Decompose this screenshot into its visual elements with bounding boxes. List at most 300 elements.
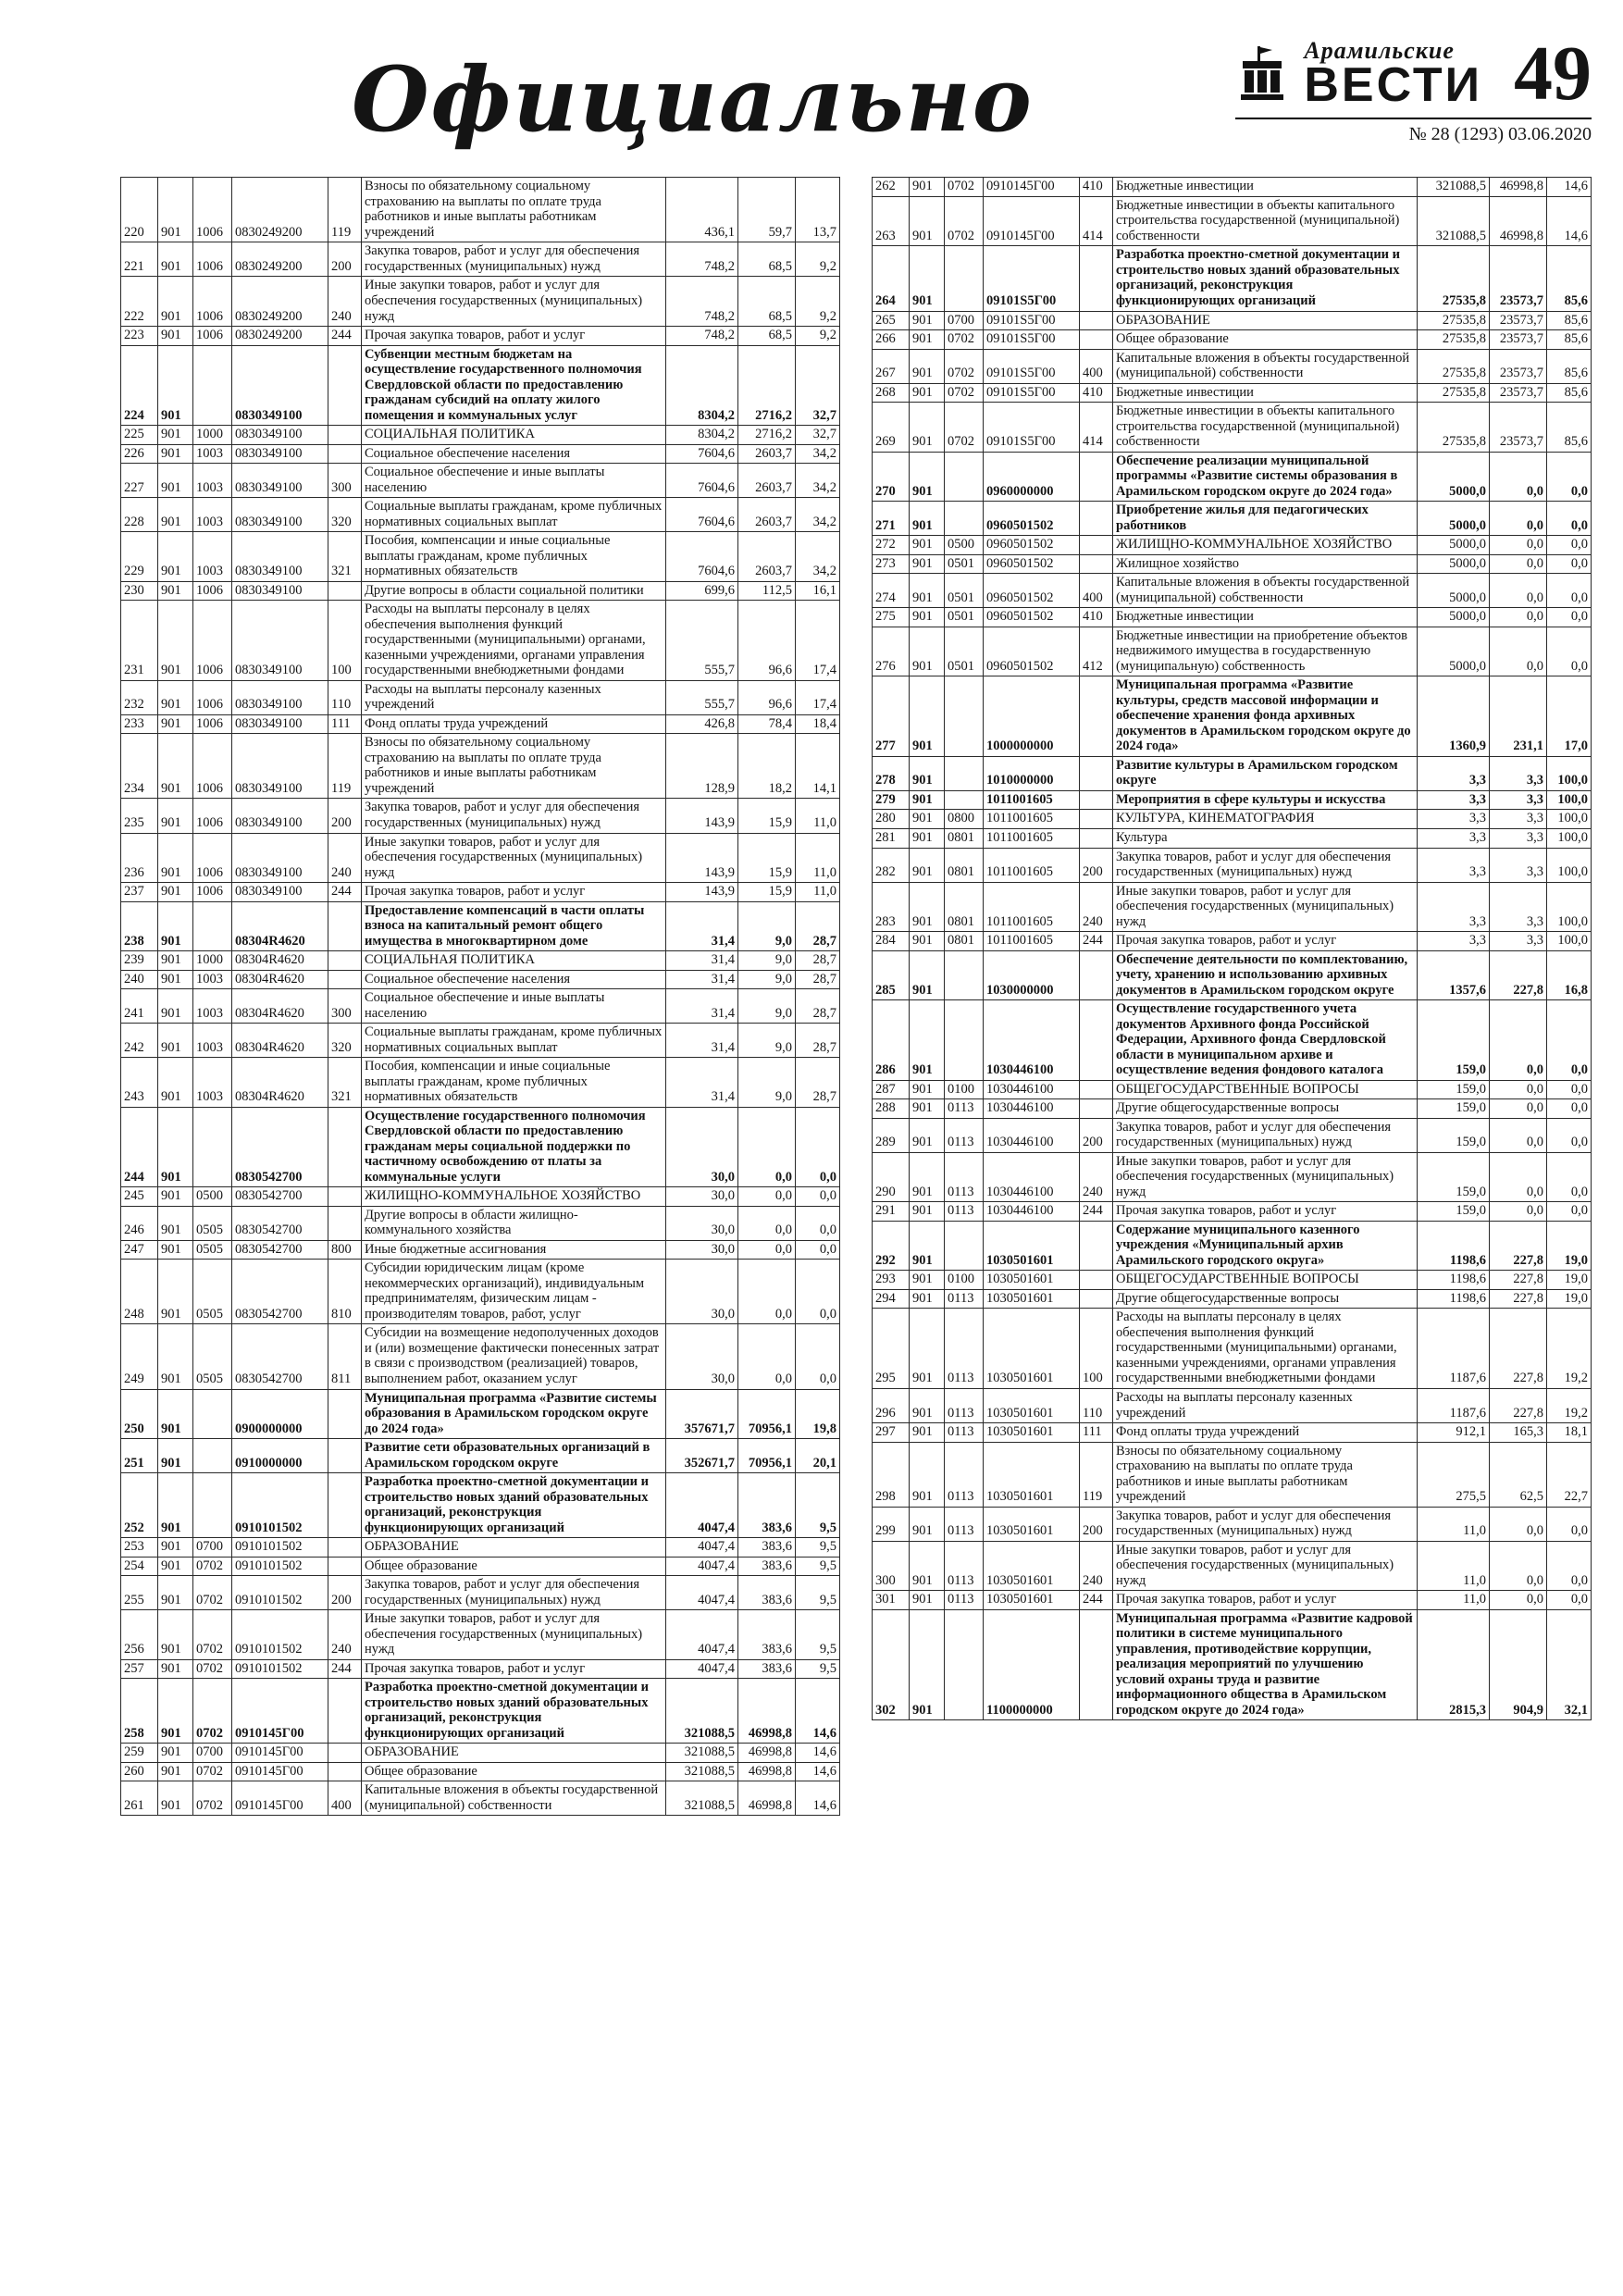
cell-executed-value: 383,6 (738, 1557, 796, 1576)
cell-executed-value: 0,0 (1490, 452, 1547, 502)
cell-section-code: 0801 (945, 848, 984, 882)
cell-section-code: 0801 (945, 932, 984, 951)
cell-executed-value: 46998,8 (738, 1762, 796, 1781)
cell-grbs-code: 901 (158, 327, 193, 346)
cell-plan-value: 27535,8 (1418, 311, 1490, 330)
cell-grbs-code: 901 (910, 349, 945, 383)
cell-row-number: 275 (873, 608, 910, 627)
cell-plan-value: 3,3 (1418, 810, 1490, 829)
brand-block (1235, 31, 1592, 145)
cell-target-article: 0910145Г00 (984, 196, 1080, 246)
cell-row-number: 235 (121, 799, 158, 833)
cell-expense-name: Социальное обеспечение и иные выплаты населению (362, 989, 666, 1024)
cell-section-code: 0505 (193, 1240, 232, 1260)
cell-expense-name: Иные закупки товаров, работ и услуг для обеспечения государственных (муниципальных) нужд (362, 277, 666, 327)
cell-expense-type (1080, 1221, 1113, 1271)
cell-expense-name: Общее образование (362, 1762, 666, 1781)
cell-row-number: 255 (121, 1576, 158, 1610)
cell-row-number: 286 (873, 1000, 910, 1081)
cell-executed-value: 46998,8 (738, 1679, 796, 1744)
cell-row-number: 238 (121, 901, 158, 951)
table-row (121, 1058, 840, 1108)
cell-section-code: 0505 (193, 1206, 232, 1240)
table-row (121, 833, 840, 883)
table-row (873, 810, 1592, 829)
cell-section-code (945, 756, 984, 790)
table-row (873, 246, 1592, 311)
cell-target-article: 1030501601 (984, 1389, 1080, 1423)
cell-executed-value: 383,6 (738, 1538, 796, 1558)
cell-target-article: 0830349100 (232, 680, 328, 714)
cell-section-code: 1003 (193, 1058, 232, 1108)
cell-percent-value: 0,0 (1547, 1099, 1592, 1119)
cell-section-code: 0113 (945, 1442, 984, 1507)
cell-expense-name: Капитальные вложения в объекты государственной (муниципальной) собственности (362, 1781, 666, 1816)
cell-expense-type (1080, 676, 1113, 757)
cell-executed-value: 165,3 (1490, 1423, 1547, 1443)
cell-section-code: 1006 (193, 680, 232, 714)
table-row (121, 1439, 840, 1473)
cell-grbs-code: 901 (158, 734, 193, 799)
table-row (873, 1609, 1592, 1720)
cell-expense-type: 321 (328, 1058, 362, 1108)
cell-target-article: 1030501601 (984, 1221, 1080, 1271)
cell-row-number: 229 (121, 532, 158, 582)
cell-executed-value: 227,8 (1490, 1389, 1547, 1423)
cell-grbs-code: 901 (158, 989, 193, 1024)
table-row (873, 1080, 1592, 1099)
city-emblem-icon (1235, 44, 1289, 104)
cell-expense-name: СОЦИАЛЬНАЯ ПОЛИТИКА (362, 951, 666, 971)
cell-target-article: 0830349100 (232, 799, 328, 833)
cell-target-article: 1030501601 (984, 1423, 1080, 1443)
cell-target-article: 0910101502 (232, 1576, 328, 1610)
cell-expense-type: 240 (1080, 1541, 1113, 1591)
brand-text (1304, 37, 1482, 112)
cell-section-code: 0501 (945, 608, 984, 627)
cell-row-number: 271 (873, 502, 910, 536)
cell-expense-name: Прочая закупка товаров, работ и услуг (362, 1659, 666, 1679)
cell-row-number: 276 (873, 627, 910, 676)
cell-section-code: 0501 (945, 554, 984, 574)
cell-expense-name: Пособия, компенсации и иные социальные выплаты гражданам, кроме публичных нормативных обязательств (362, 1058, 666, 1108)
table-row (873, 756, 1592, 790)
cell-section-code: 0800 (945, 810, 984, 829)
cell-section-code: 0700 (945, 311, 984, 330)
cell-expense-type: 300 (328, 464, 362, 498)
cell-section-code: 0702 (193, 1762, 232, 1781)
cell-row-number: 267 (873, 349, 910, 383)
cell-percent-value: 28,7 (796, 989, 840, 1024)
cell-expense-type: 410 (1080, 383, 1113, 403)
cell-row-number: 250 (121, 1389, 158, 1439)
cell-target-article: 08304R4620 (232, 970, 328, 989)
cell-plan-value: 7604,6 (666, 532, 738, 582)
cell-section-code: 0100 (945, 1080, 984, 1099)
cell-executed-value: 231,1 (1490, 676, 1547, 757)
cell-row-number: 258 (121, 1679, 158, 1744)
cell-plan-value: 5000,0 (1418, 574, 1490, 608)
cell-section-code (945, 790, 984, 810)
table-row (873, 1000, 1592, 1081)
table-row (121, 426, 840, 445)
cell-section-code: 1003 (193, 1024, 232, 1058)
cell-expense-name: Социальное обеспечение населения (362, 970, 666, 989)
cell-target-article: 0830542700 (232, 1107, 328, 1187)
cell-executed-value: 46998,8 (1490, 196, 1547, 246)
cell-percent-value: 34,2 (796, 532, 840, 582)
cell-plan-value: 159,0 (1418, 1202, 1490, 1222)
cell-executed-value: 383,6 (738, 1659, 796, 1679)
cell-grbs-code: 901 (910, 1202, 945, 1222)
cell-expense-type (328, 1107, 362, 1187)
cell-section-code: 1003 (193, 970, 232, 989)
table-row (121, 1679, 840, 1744)
cell-row-number: 228 (121, 498, 158, 532)
table-row (873, 1507, 1592, 1541)
cell-expense-type (1080, 790, 1113, 810)
cell-section-code: 1006 (193, 327, 232, 346)
cell-expense-type: 100 (328, 601, 362, 681)
cell-expense-name: Бюджетные инвестиции (1113, 383, 1418, 403)
cell-grbs-code: 901 (158, 242, 193, 277)
cell-row-number: 259 (121, 1744, 158, 1763)
cell-percent-value: 9,5 (796, 1473, 840, 1538)
cell-grbs-code: 901 (158, 833, 193, 883)
table-row (873, 1289, 1592, 1309)
cell-expense-name: Иные закупки товаров, работ и услуг для обеспечения государственных (муниципальных) нужд (362, 1610, 666, 1660)
table-row (121, 714, 840, 734)
cell-executed-value: 23573,7 (1490, 246, 1547, 311)
cell-expense-name: Социальное обеспечение и иные выплаты населению (362, 464, 666, 498)
cell-expense-name: Муниципальная программа «Развитие кадровой политики в системе муниципального управления, противодействие коррупции, реализация мероприятий по улучшению условий охраны труда и развитие информационного общества в Арамильском городском округе до 2024 года» (1113, 1609, 1418, 1720)
cell-row-number: 221 (121, 242, 158, 277)
table-row (873, 178, 1592, 197)
cell-grbs-code: 901 (158, 1538, 193, 1558)
cell-section-code (945, 1000, 984, 1081)
cell-grbs-code: 901 (910, 1152, 945, 1202)
cell-plan-value: 11,0 (1418, 1541, 1490, 1591)
cell-expense-type: 400 (1080, 574, 1113, 608)
cell-expense-name: Прочая закупка товаров, работ и услуг (1113, 932, 1418, 951)
cell-expense-type: 110 (1080, 1389, 1113, 1423)
cell-plan-value: 30,0 (666, 1107, 738, 1187)
cell-row-number: 288 (873, 1099, 910, 1119)
cell-row-number: 244 (121, 1107, 158, 1187)
cell-expense-type (328, 970, 362, 989)
cell-target-article: 08304R4620 (232, 901, 328, 951)
cell-executed-value: 23573,7 (1490, 330, 1547, 350)
cell-executed-value: 0,0 (1490, 1152, 1547, 1202)
cell-section-code: 0113 (945, 1389, 984, 1423)
table-row (873, 330, 1592, 350)
cell-executed-value: 46998,8 (738, 1781, 796, 1816)
cell-executed-value: 46998,8 (1490, 178, 1547, 197)
table-row (873, 1221, 1592, 1271)
cell-grbs-code: 901 (910, 1591, 945, 1610)
cell-percent-value: 16,1 (796, 581, 840, 601)
cell-section-code (193, 1389, 232, 1439)
table-row (873, 627, 1592, 676)
cell-grbs-code: 901 (158, 345, 193, 426)
cell-executed-value: 3,3 (1490, 756, 1547, 790)
cell-grbs-code: 901 (158, 1576, 193, 1610)
cell-expense-name: Разработка проектно-сметной документации и строительство новых зданий образовательных организаций, реконструкция функционирующих организаций (362, 1679, 666, 1744)
cell-target-article: 0910101502 (232, 1538, 328, 1558)
cell-section-code: 0113 (945, 1423, 984, 1443)
cell-plan-value: 5000,0 (1418, 452, 1490, 502)
cell-target-article: 0830249200 (232, 277, 328, 327)
cell-percent-value: 100,0 (1547, 932, 1592, 951)
cell-expense-type: 400 (328, 1781, 362, 1816)
cell-expense-name: Другие общегосударственные вопросы (1113, 1099, 1418, 1119)
cell-grbs-code: 901 (910, 1271, 945, 1290)
cell-expense-type: 240 (328, 277, 362, 327)
table-row (121, 951, 840, 971)
cell-plan-value: 30,0 (666, 1260, 738, 1324)
cell-section-code: 0113 (945, 1591, 984, 1610)
cell-row-number: 223 (121, 327, 158, 346)
cell-percent-value: 14,6 (796, 1744, 840, 1763)
cell-target-article: 0830349100 (232, 444, 328, 464)
cell-grbs-code: 901 (158, 1187, 193, 1207)
cell-target-article: 09101S5Г00 (984, 246, 1080, 311)
cell-grbs-code: 901 (910, 311, 945, 330)
cell-expense-name: Другие вопросы в области жилищно-коммунального хозяйства (362, 1206, 666, 1240)
table-row (121, 1473, 840, 1538)
cell-plan-value: 275,5 (1418, 1442, 1490, 1507)
cell-percent-value: 28,7 (796, 1024, 840, 1058)
budget-table-area (0, 145, 1623, 1816)
cell-expense-name: Культура (1113, 828, 1418, 848)
cell-grbs-code: 901 (910, 452, 945, 502)
cell-row-number: 290 (873, 1152, 910, 1202)
cell-grbs-code: 901 (158, 1389, 193, 1439)
cell-target-article: 09101S5Г00 (984, 383, 1080, 403)
cell-expense-name: Бюджетные инвестиции в объекты капитального строительства государственной (муниципальной) собственности (1113, 196, 1418, 246)
cell-plan-value: 27535,8 (1418, 349, 1490, 383)
cell-row-number: 246 (121, 1206, 158, 1240)
cell-expense-type: 244 (328, 883, 362, 902)
cell-grbs-code: 901 (158, 532, 193, 582)
cell-plan-value: 699,6 (666, 581, 738, 601)
cell-plan-value: 555,7 (666, 680, 738, 714)
cell-plan-value: 4047,4 (666, 1576, 738, 1610)
cell-expense-name: Субвенции местным бюджетам на осуществление государственного полномочия Свердловской области по предоставлению гражданам субсидий на оплату жилого помещения и коммунальных услуг (362, 345, 666, 426)
cell-expense-name: Закупка товаров, работ и услуг для обеспечения государственных (муниципальных) нужд (362, 242, 666, 277)
cell-percent-value: 28,7 (796, 901, 840, 951)
table-row (873, 403, 1592, 453)
cell-section-code: 0702 (193, 1610, 232, 1660)
cell-row-number: 252 (121, 1473, 158, 1538)
cell-expense-type: 240 (1080, 882, 1113, 932)
cell-section-code (193, 1473, 232, 1538)
cell-expense-type: 200 (328, 799, 362, 833)
cell-expense-type: 410 (1080, 178, 1113, 197)
cell-percent-value: 0,0 (1547, 536, 1592, 555)
cell-percent-value: 0,0 (796, 1206, 840, 1240)
cell-target-article: 0960501502 (984, 627, 1080, 676)
cell-expense-name: Бюджетные инвестиции (1113, 178, 1418, 197)
table-row (873, 1152, 1592, 1202)
cell-plan-value: 7604,6 (666, 464, 738, 498)
cell-expense-type: 244 (328, 1659, 362, 1679)
cell-target-article: 0910145Г00 (232, 1744, 328, 1763)
cell-plan-value: 357671,7 (666, 1389, 738, 1439)
cell-expense-name: Содержание муниципального казенного учреждения «Муниципальный архив Арамильского городского округа» (1113, 1221, 1418, 1271)
cell-plan-value: 31,4 (666, 970, 738, 989)
cell-executed-value: 23573,7 (1490, 383, 1547, 403)
cell-executed-value: 3,3 (1490, 882, 1547, 932)
cell-executed-value: 0,0 (1490, 627, 1547, 676)
cell-expense-name: ОБРАЗОВАНИЕ (1113, 311, 1418, 330)
cell-plan-value: 426,8 (666, 714, 738, 734)
table-row (121, 1206, 840, 1240)
table-row (121, 327, 840, 346)
cell-row-number: 260 (121, 1762, 158, 1781)
table-row (873, 536, 1592, 555)
cell-plan-value: 3,3 (1418, 828, 1490, 848)
cell-percent-value: 100,0 (1547, 756, 1592, 790)
cell-percent-value: 19,8 (796, 1389, 840, 1439)
cell-section-code: 1006 (193, 734, 232, 799)
table-row (121, 345, 840, 426)
table-row (121, 680, 840, 714)
cell-section-code: 0702 (193, 1576, 232, 1610)
cell-executed-value: 0,0 (1490, 1118, 1547, 1152)
cell-grbs-code: 901 (158, 1473, 193, 1538)
cell-expense-type: 200 (1080, 1507, 1113, 1541)
cell-expense-type (1080, 1609, 1113, 1720)
cell-section-code (945, 452, 984, 502)
cell-percent-value: 28,7 (796, 970, 840, 989)
cell-section-code: 0500 (945, 536, 984, 555)
cell-expense-name: Взносы по обязательному социальному страхованию на выплаты по оплате труда работников и иные выплаты работникам учреждений (362, 178, 666, 242)
cell-plan-value: 8304,2 (666, 426, 738, 445)
cell-executed-value: 68,5 (738, 327, 796, 346)
table-row (873, 882, 1592, 932)
cell-target-article: 1030501601 (984, 1507, 1080, 1541)
cell-expense-name: Закупка товаров, работ и услуг для обеспечения государственных (муниципальных) нужд (362, 799, 666, 833)
cell-percent-value: 14,6 (796, 1781, 840, 1816)
cell-section-code: 0702 (945, 349, 984, 383)
cell-percent-value: 34,2 (796, 464, 840, 498)
cell-target-article: 0830349100 (232, 581, 328, 601)
cell-expense-name: ЖИЛИЩНО-КОММУНАЛЬНОЕ ХОЗЯЙСТВО (1113, 536, 1418, 555)
cell-plan-value: 143,9 (666, 799, 738, 833)
cell-expense-name: Социальное обеспечение населения (362, 444, 666, 464)
cell-executed-value: 78,4 (738, 714, 796, 734)
cell-target-article: 1011001605 (984, 848, 1080, 882)
table-row (121, 1781, 840, 1816)
cell-plan-value: 27535,8 (1418, 383, 1490, 403)
cell-executed-value: 0,0 (1490, 1202, 1547, 1222)
cell-expense-type (1080, 828, 1113, 848)
table-row (121, 1389, 840, 1439)
cell-row-number: 257 (121, 1659, 158, 1679)
cell-row-number: 292 (873, 1221, 910, 1271)
cell-row-number: 284 (873, 932, 910, 951)
cell-plan-value: 1187,6 (1418, 1389, 1490, 1423)
cell-plan-value: 27535,8 (1418, 246, 1490, 311)
cell-executed-value: 2716,2 (738, 345, 796, 426)
cell-expense-name: Закупка товаров, работ и услуг для обеспечения государственных (муниципальных) нужд (1113, 1507, 1418, 1541)
cell-section-code: 1003 (193, 532, 232, 582)
cell-target-article: 0960501502 (984, 574, 1080, 608)
cell-plan-value: 27535,8 (1418, 330, 1490, 350)
cell-percent-value: 11,0 (796, 799, 840, 833)
cell-expense-name: Осуществление государственного полномочия Свердловской области по предоставлению гражданам меры социальной поддержки по частичному освобождению от платы за коммунальные услуги (362, 1107, 666, 1187)
cell-plan-value: 352671,7 (666, 1439, 738, 1473)
cell-expense-type (328, 1389, 362, 1439)
cell-percent-value: 18,1 (1547, 1423, 1592, 1443)
cell-executed-value: 383,6 (738, 1610, 796, 1660)
cell-target-article: 0830349100 (232, 734, 328, 799)
cell-percent-value: 0,0 (796, 1324, 840, 1389)
cell-section-code: 1006 (193, 714, 232, 734)
cell-target-article: 0830349100 (232, 601, 328, 681)
budget-table-left-column (120, 177, 840, 1816)
cell-grbs-code: 901 (910, 756, 945, 790)
cell-expense-type (328, 426, 362, 445)
cell-plan-value: 748,2 (666, 242, 738, 277)
table-row (873, 950, 1592, 1000)
cell-percent-value: 11,0 (796, 833, 840, 883)
cell-row-number: 274 (873, 574, 910, 608)
cell-target-article: 0960000000 (984, 452, 1080, 502)
cell-grbs-code: 901 (910, 1289, 945, 1309)
cell-expense-name: Прочая закупка товаров, работ и услуг (362, 327, 666, 346)
cell-percent-value: 0,0 (1547, 1202, 1592, 1222)
cell-plan-value: 30,0 (666, 1240, 738, 1260)
cell-percent-value: 85,6 (1547, 403, 1592, 453)
cell-target-article: 0910101502 (232, 1610, 328, 1660)
cell-grbs-code: 901 (158, 277, 193, 327)
cell-row-number: 272 (873, 536, 910, 555)
cell-expense-name: Иные закупки товаров, работ и услуг для обеспечения государственных (муниципальных) нужд (1113, 1541, 1418, 1591)
cell-expense-name: Взносы по обязательному социальному страхованию на выплаты по оплате труда работников и иные выплаты работникам учреждений (1113, 1442, 1418, 1507)
cell-row-number: 301 (873, 1591, 910, 1610)
cell-percent-value: 19,2 (1547, 1309, 1592, 1389)
cell-plan-value: 4047,4 (666, 1610, 738, 1660)
cell-expense-name: Общее образование (1113, 330, 1418, 350)
cell-percent-value: 14,1 (796, 734, 840, 799)
cell-percent-value: 0,0 (1547, 1591, 1592, 1610)
table-row (121, 1024, 840, 1058)
cell-target-article: 09101S5Г00 (984, 311, 1080, 330)
cell-executed-value: 70956,1 (738, 1439, 796, 1473)
cell-grbs-code: 901 (910, 1118, 945, 1152)
cell-row-number: 280 (873, 810, 910, 829)
cell-target-article: 0830249200 (232, 327, 328, 346)
cell-section-code: 1000 (193, 426, 232, 445)
cell-percent-value: 16,8 (1547, 950, 1592, 1000)
cell-section-code: 0700 (193, 1744, 232, 1763)
cell-section-code: 0702 (945, 330, 984, 350)
cell-expense-type: 244 (1080, 1591, 1113, 1610)
cell-plan-value: 321088,5 (1418, 196, 1490, 246)
cell-section-code: 0702 (945, 196, 984, 246)
cell-plan-value: 3,3 (1418, 756, 1490, 790)
cell-executed-value: 46998,8 (738, 1744, 796, 1763)
cell-row-number: 263 (873, 196, 910, 246)
table-row (121, 532, 840, 582)
cell-expense-name: Закупка товаров, работ и услуг для обеспечения государственных (муниципальных) нужд (1113, 848, 1418, 882)
cell-percent-value: 100,0 (1547, 882, 1592, 932)
cell-expense-type (1080, 311, 1113, 330)
cell-plan-value: 4047,4 (666, 1538, 738, 1558)
cell-section-code: 0113 (945, 1118, 984, 1152)
